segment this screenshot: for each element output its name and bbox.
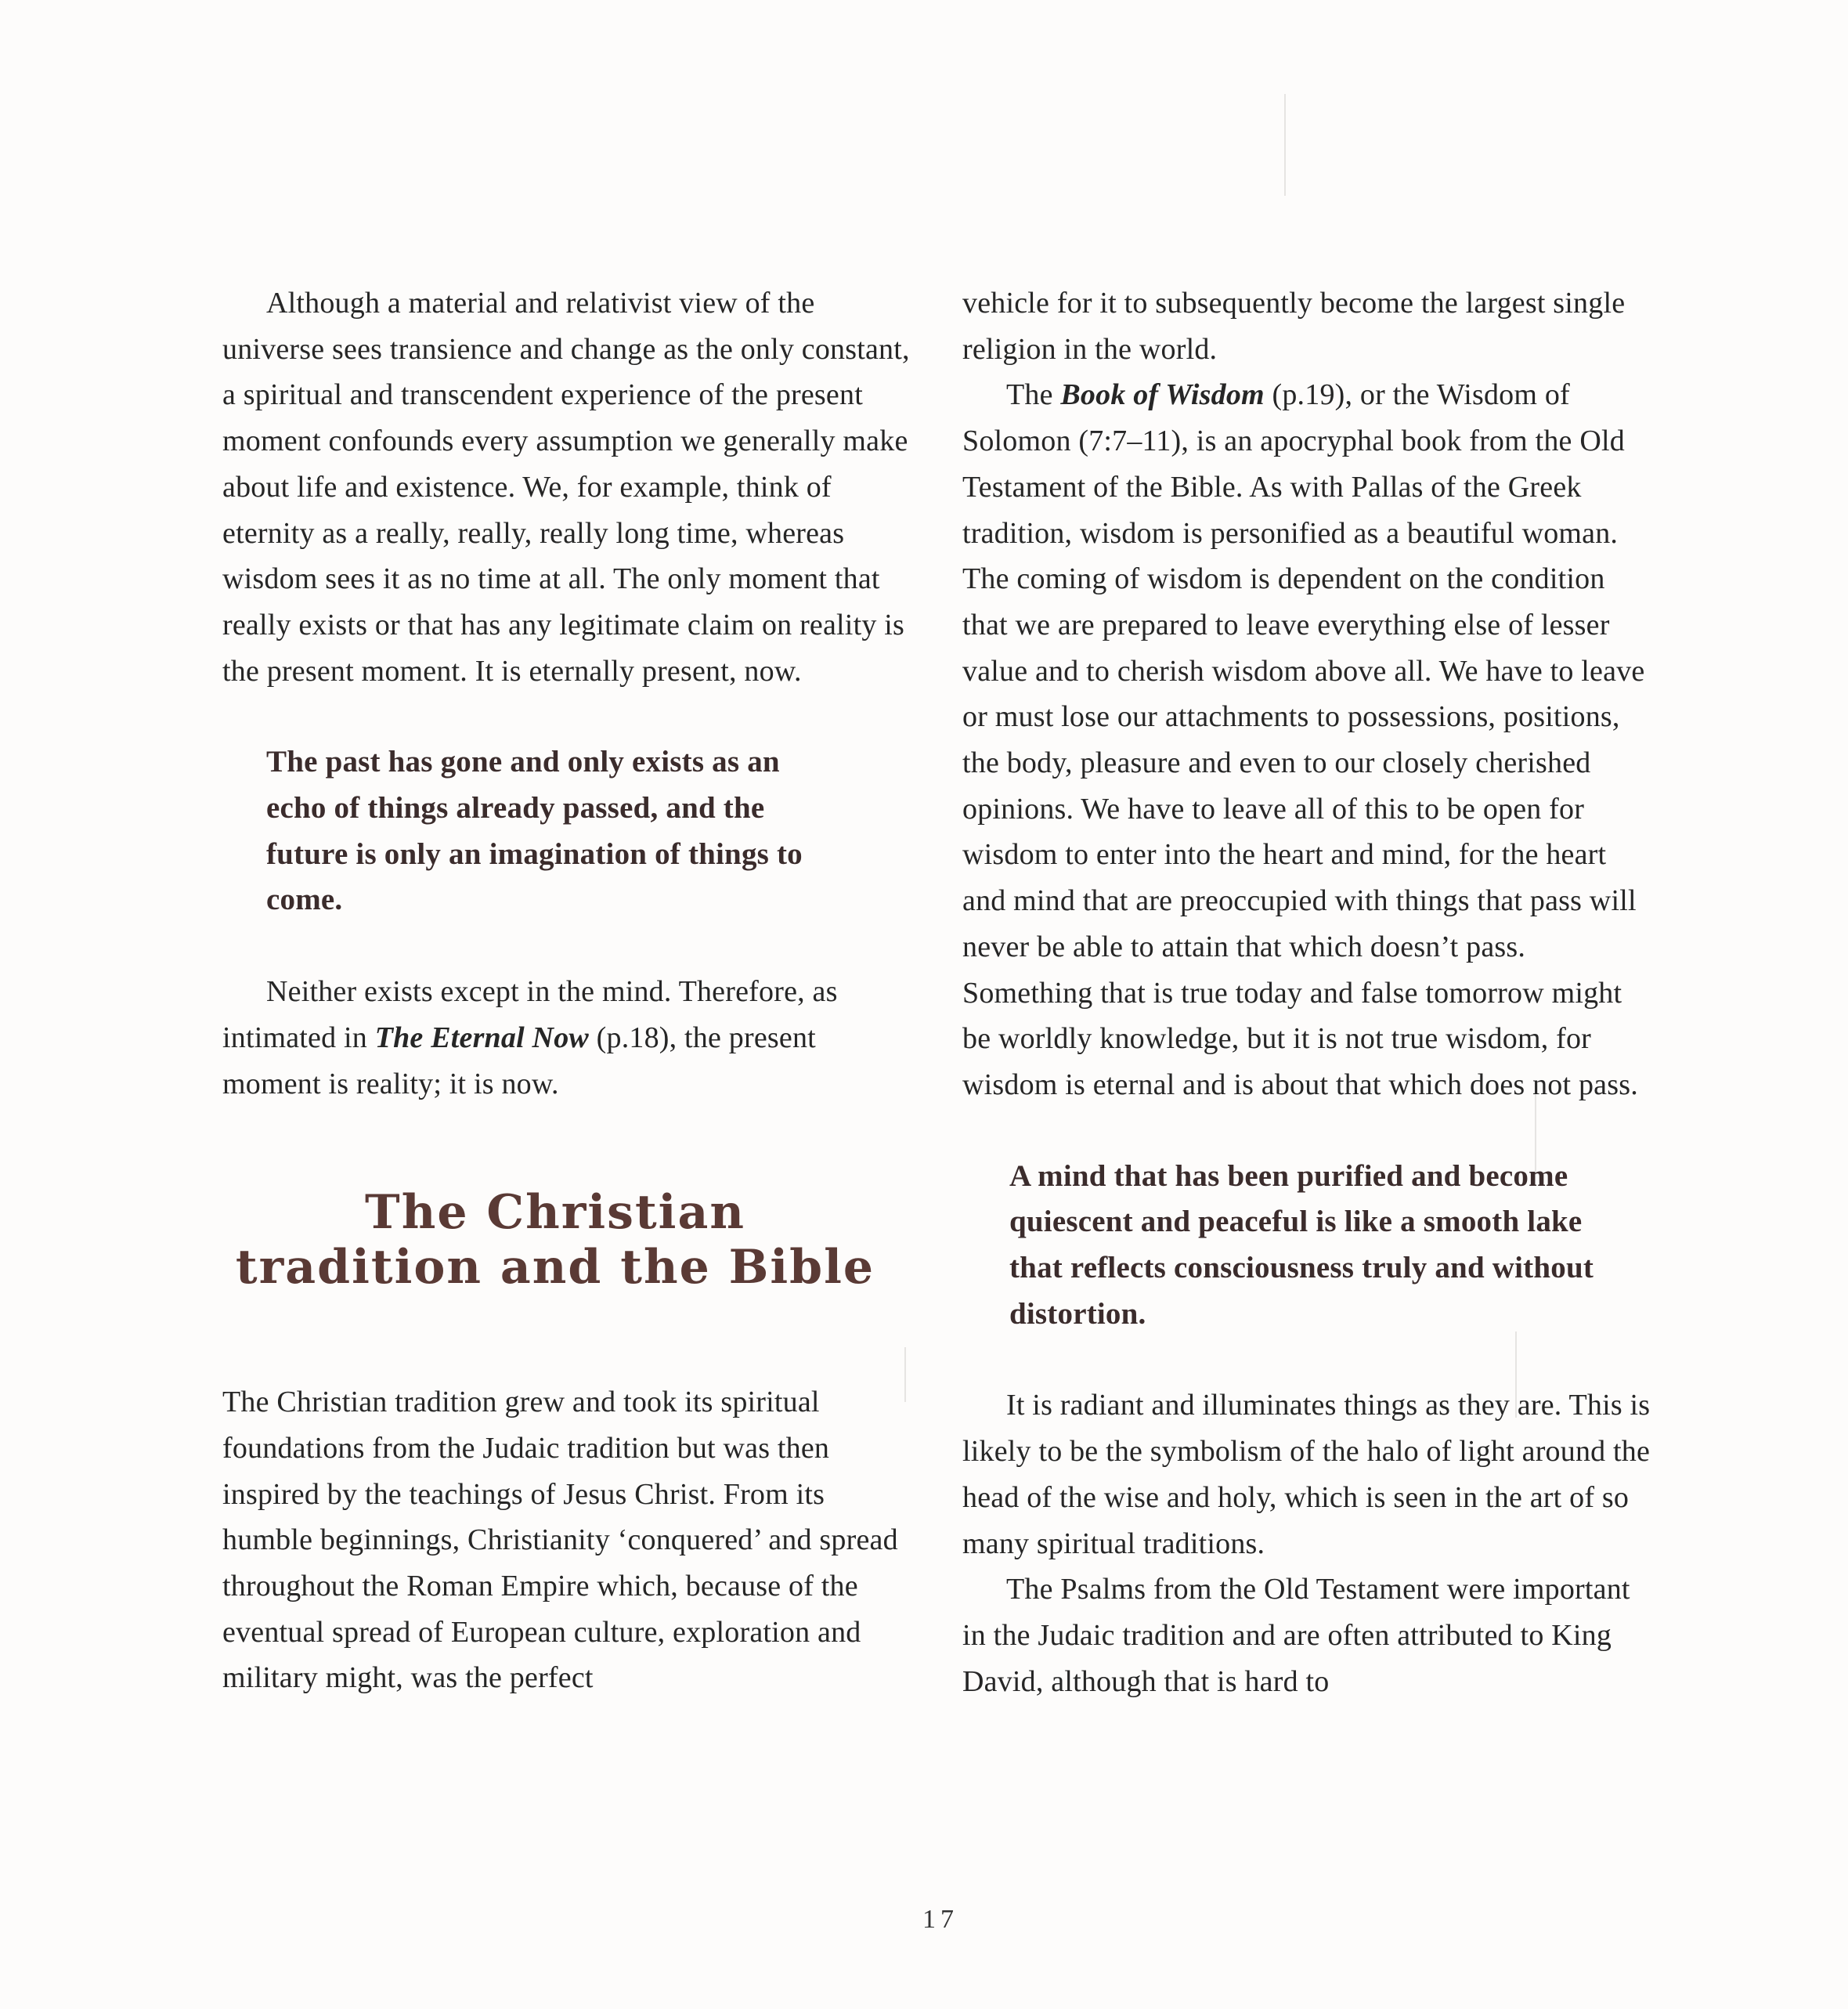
body-paragraph: vehicle for it to subsequently become the largest single religion in the world. [962,287,1626,366]
body-paragraph [222,969,911,1107]
pull-quote: The past has gone and only exists as an echo of things already passed, and the future is only an imagination of things to come. [266,745,803,917]
cross-reference-title: The Eternal Now [374,1021,589,1054]
cross-reference-title: Book of Wisdom [1060,378,1265,412]
right-column [962,280,1651,1704]
section-heading [222,1185,888,1295]
body-text: (p.18), the present moment is reality; it is now. [222,1021,816,1100]
scan-artifact-line [1284,94,1286,196]
left-column [222,280,911,1701]
pull-quote: A mind that has been purified and become quiescent and peaceful is like a smooth lake that reflects consciousness truly and without distortion. [1009,1158,1594,1331]
body-text: (p.19), or the Wisdom of Solomon (7:7–11), is an apocryphal book from the Old Testament of the Bible. As with Pallas of the Greek tradition, wisdom is personified as a beautiful woman. The coming of wisdom is dependent on the condition that we are prepared to leave everything else of lesser value and to cherish wisdom above all. We have to leave or must lose our attachments to possessions, positions, the body, pleasure and even to our closely cherished opinions. We have to leave all of this to be open for wisdom to enter into the heart and mind, for the heart and mind that are preoccupied with things that pass will never be able to attain that which doesn’t pass. Something that is true today and false tomorrow might be worldly knowledge, but it is not true wisdom, for wisdom is eternal and is about that which does not pass. [962,378,1645,1101]
body-paragraph: The Christian tradition grew and took its spiritual foundations from the Judaic tradition but was then inspired by the teachings of Jesus Christ. From its humble beginnings, Christianity ‘conquered’ and spread throughout the Roman Empire which, because of the eventual spread of European culture, exploration and military might, was the perfect [222,1386,898,1695]
body-paragraph: The Psalms from the Old Testament were important in the Judaic tradition and are often attributed to King David, although that is hard to [962,1573,1630,1698]
page-number: 17 [922,1905,958,1934]
body-text: Neither exists except in the mind. Therefore, as intimated in [222,975,838,1054]
body-paragraph [962,372,1651,1107]
body-paragraph: Although a material and relativist view of the universe sees transience and change as the only constant, a spiritual and transcendent experience of the present moment confounds every assumption we generally make about life and existence. We, for example, think of eternity as a really, really, really long time, whereas wisdom sees it as no time at all. The only moment that really exists or that has any legitimate claim on reality is the present moment. It is eternally present, now. [222,287,910,688]
section-heading-line: The Christian [365,1185,745,1241]
section-heading-line: tradition and the Bible [235,1240,875,1295]
body-paragraph: It is radiant and illuminates things as they are. This is likely to be the symbolism of the halo of light around the head of the wise and holy, which is seen in the art of so many spiritual traditions. [962,1389,1651,1560]
body-text: The [1006,378,1061,412]
